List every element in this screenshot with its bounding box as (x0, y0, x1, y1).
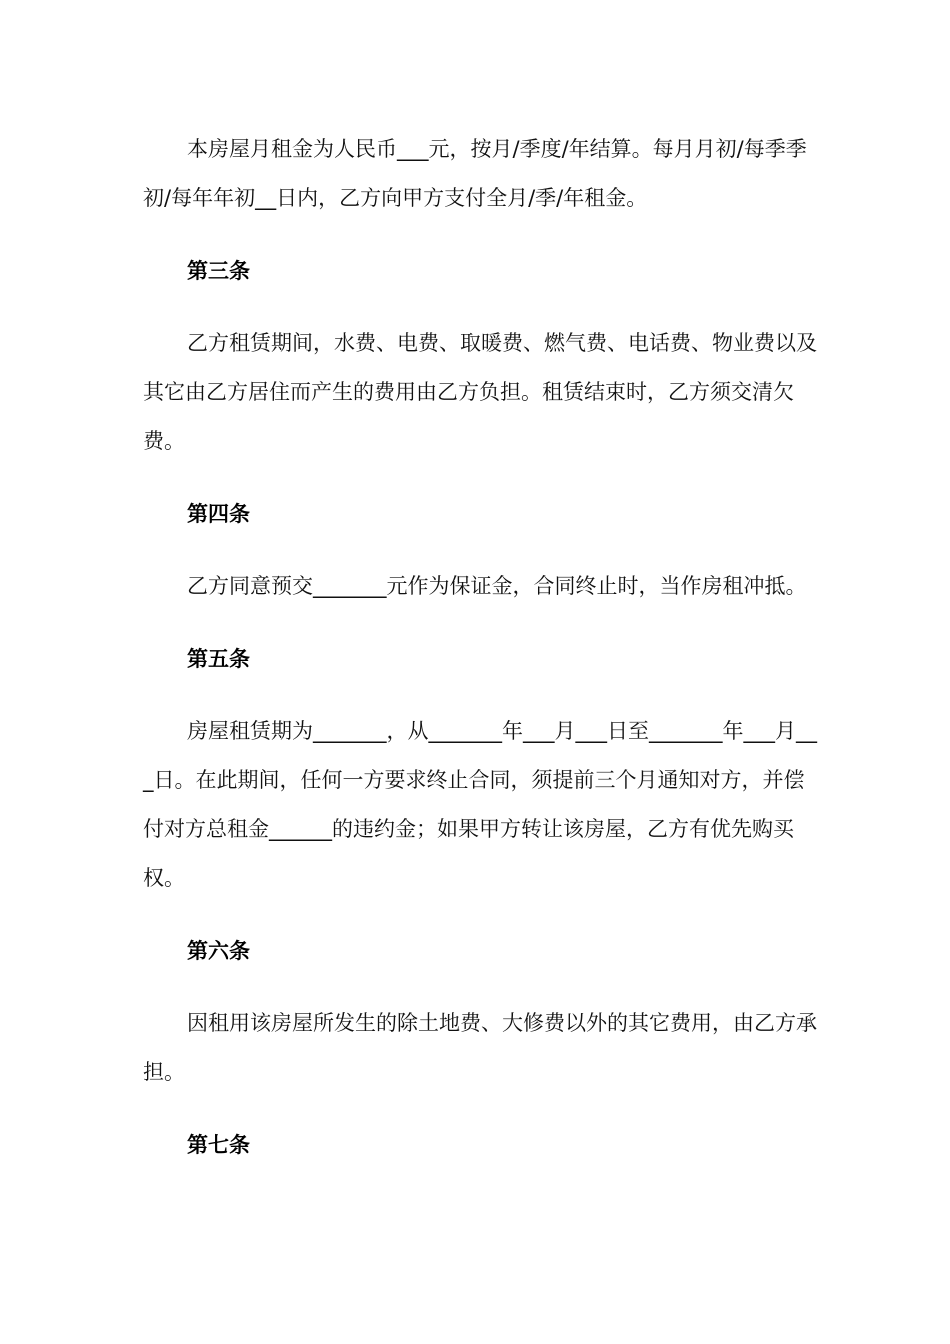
article-4-paragraph: 乙方同意预交_______元作为保证金，合同终止时，当作房租冲抵。 (187, 574, 807, 598)
article-7-heading: 第七条 (187, 1133, 250, 1157)
article-6-paragraph: 因租用该房屋所发生的除土地费、大修费以外的其它费用，由乙方承担。 (143, 1011, 817, 1084)
article-3-paragraph: 乙方租赁期间，水费、电费、取暖费、燃气费、电话费、物业费以及其它由乙方居住而产生的费用由乙方负担。租赁结束时，乙方须交清欠费。 (143, 331, 817, 453)
rent-payment-paragraph: 本房屋月租金为人民币___元，按月/季度/年结算。每月月初/每季季初/每年年初__日内，乙方向甲方支付全月/季/年租金。 (143, 137, 807, 210)
article-3-heading: 第三条 (187, 259, 250, 283)
article-4-heading: 第四条 (187, 502, 250, 526)
article-5-heading: 第五条 (187, 647, 250, 671)
article-6-heading: 第六条 (187, 939, 250, 963)
article-5-paragraph: 房屋租赁期为_______，从_______年___月___日至_______年___月___日。在此期间，任何一方要求终止合同，须提前三个月通知对方，并偿付对方总租金______的违约金；如果甲方转让该房屋，乙方有优先购买权。 (143, 719, 817, 890)
document-page (143, 125, 823, 1170)
